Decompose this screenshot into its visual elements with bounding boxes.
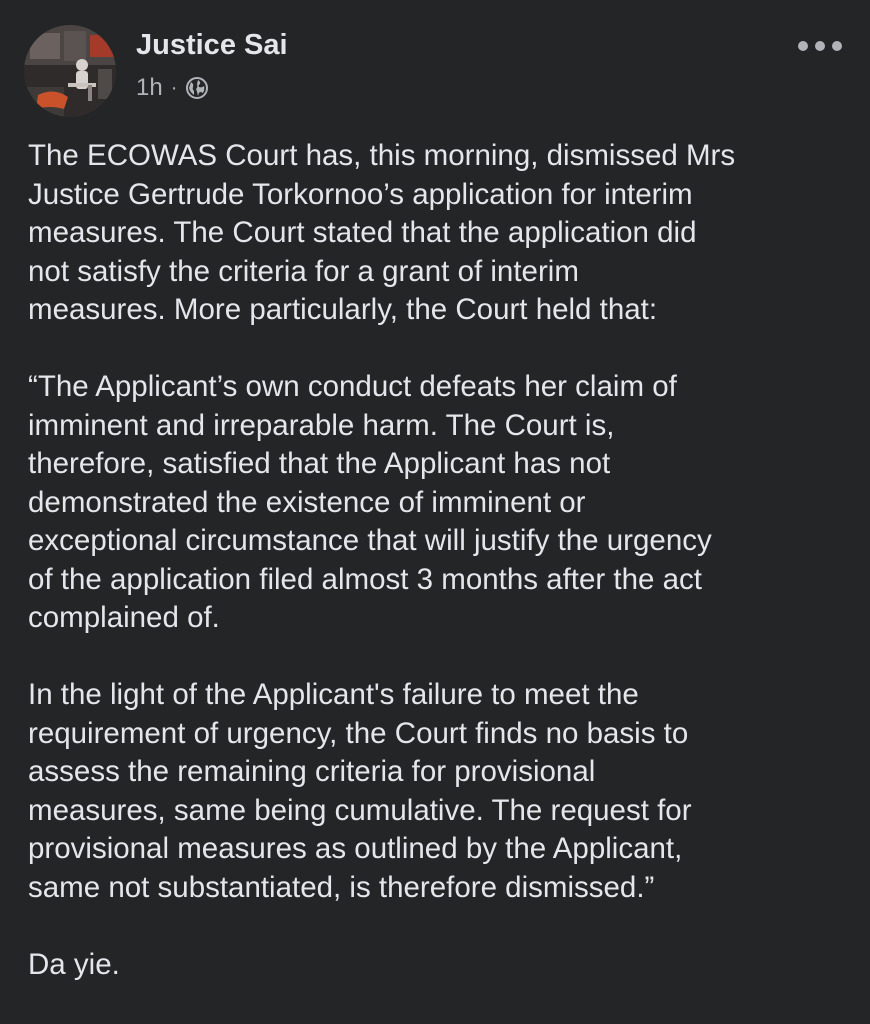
avatar[interactable] [24, 25, 116, 117]
meta-separator: · [170, 77, 178, 99]
post-timestamp[interactable]: 1h [136, 74, 163, 101]
post-meta [136, 76, 209, 100]
post-body [28, 137, 848, 984]
more-dot [815, 41, 825, 51]
more-dot [798, 41, 808, 51]
post-paragraph: “The Applicant’s own conduct defeats her claim of imminent and irreparable harm. The Court is, therefore, satisfied that the Applicant has not demonstrated the existence of imminent or exceptional circumstance that will justify the urgency of the application filed almost 3 months after the act complained of. [28, 370, 712, 634]
more-dot [832, 41, 842, 51]
post-paragraph: In the light of the Applicant's failure to meet the requirement of urgency, the Court finds no basis to assess the remaining criteria for provisional measures, same being cumulative. The request for provisional measures as outlined by the Applicant, same not substantiated, is therefore dismissed.” [28, 678, 692, 904]
globe-icon[interactable] [185, 76, 209, 100]
more-options-icon[interactable] [798, 36, 842, 56]
post-header [24, 22, 846, 114]
avatar-photo [24, 25, 116, 117]
author-name[interactable]: Justice Sai [136, 29, 288, 61]
post-paragraph: Da yie. [28, 947, 120, 981]
post-paragraph: The ECOWAS Court has, this morning, dismissed Mrs Justice Gertrude Torkornoo’s application for interim measures. The Court stated that the application did not satisfy the criteria for a grant of interim measures. More particularly, the Court held that: [28, 139, 736, 326]
